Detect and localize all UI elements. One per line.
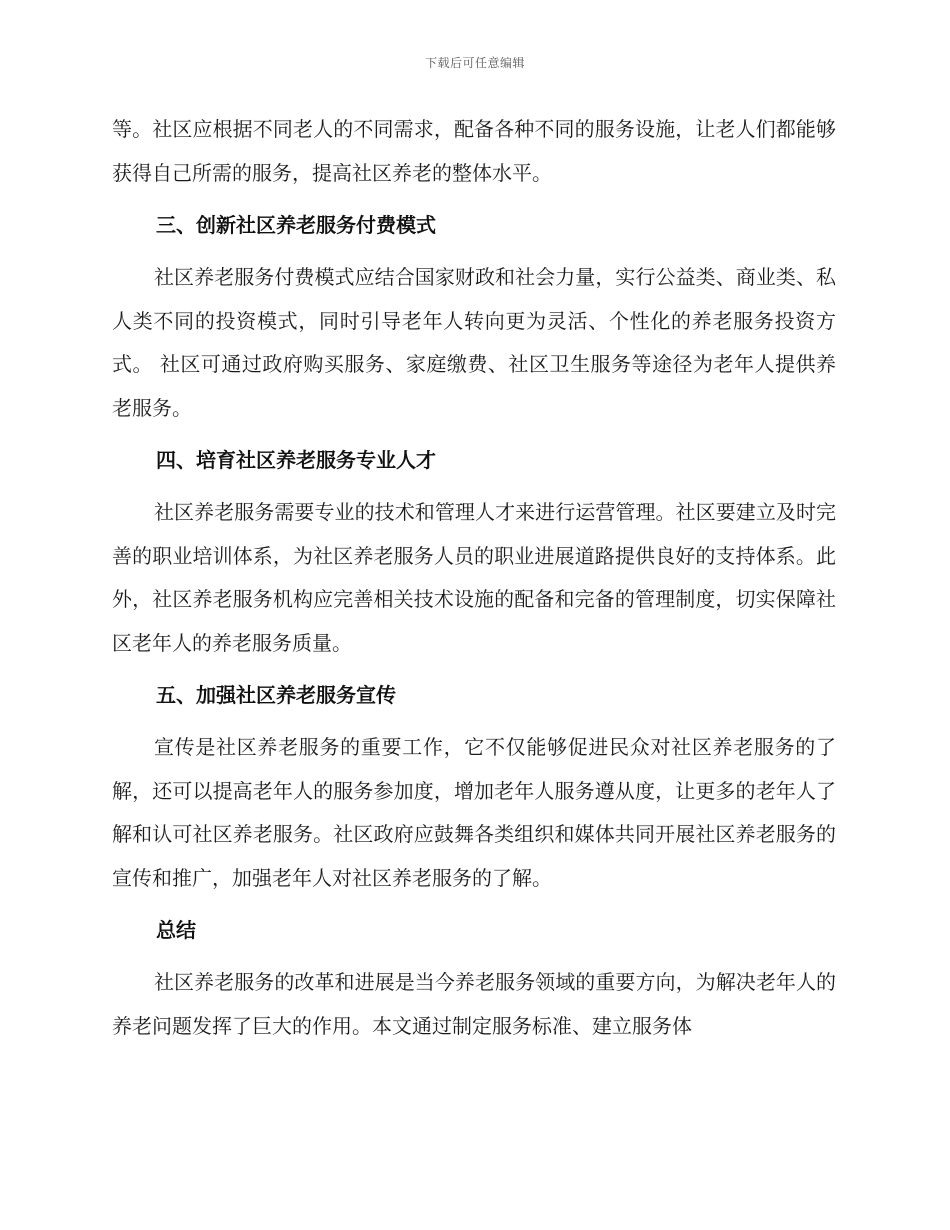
section-heading-payment-model: 三、创新社区养老服务付费模式 [156,213,436,237]
paragraph-payment-model: 社区养老服务付费模式应结合国家财政和社会力量，实行公益类、商业类、私人类不同的投资模式，同时引导老年人转向更为灵活、个性化的养老服务投资方式。 社区可通过政府购买服务、家庭缴费、社区卫生服务等途径为老年人提供养老服务。 [112,265,836,420]
paragraph-intro-continuation: 等。社区应根据不同老人的不同需求，配备各种不同的服务设施，让老人们都能够获得自己所需的服务，提高社区养老的整体水平。 [112,117,836,185]
paragraph-summary: 社区养老服务的改革和进展是当今养老服务领域的重要方向，为解决老年人的养老问题发挥了巨大的作用。本文通过制定服务标准、建立服务体 [112,970,836,1038]
section-heading-talent: 四、培育社区养老服务专业人才 [156,448,436,472]
paragraph-publicity: 宣传是社区养老服务的重要工作，它不仅能够促进民众对社区养老服务的了解，还可以提高老年人的服务参加度，增加老年人服务遵从度，让更多的老年人了解和认可社区养老服务。社区政府应鼓舞各类组织和媒体共同开展社区养老服务的宣传和推广，加强老年人对社区养老服务的了解。 [112,735,836,890]
section-heading-summary: 总结 [156,918,196,942]
document-body [112,108,836,1048]
section-heading-publicity: 五、加强社区养老服务宣传 [156,683,396,707]
paragraph-talent: 社区养老服务需要专业的技术和管理人才来进行运营管理。社区要建立及时完善的职业培训体系，为社区养老服务人员的职业进展道路提供良好的支持体系。此外，社区养老服务机构应完善相关技术设施的配备和完备的管理制度，切实保障社区老年人的养老服务质量。 [112,500,836,655]
page-header: 下载后可任意编辑 [424,56,525,70]
